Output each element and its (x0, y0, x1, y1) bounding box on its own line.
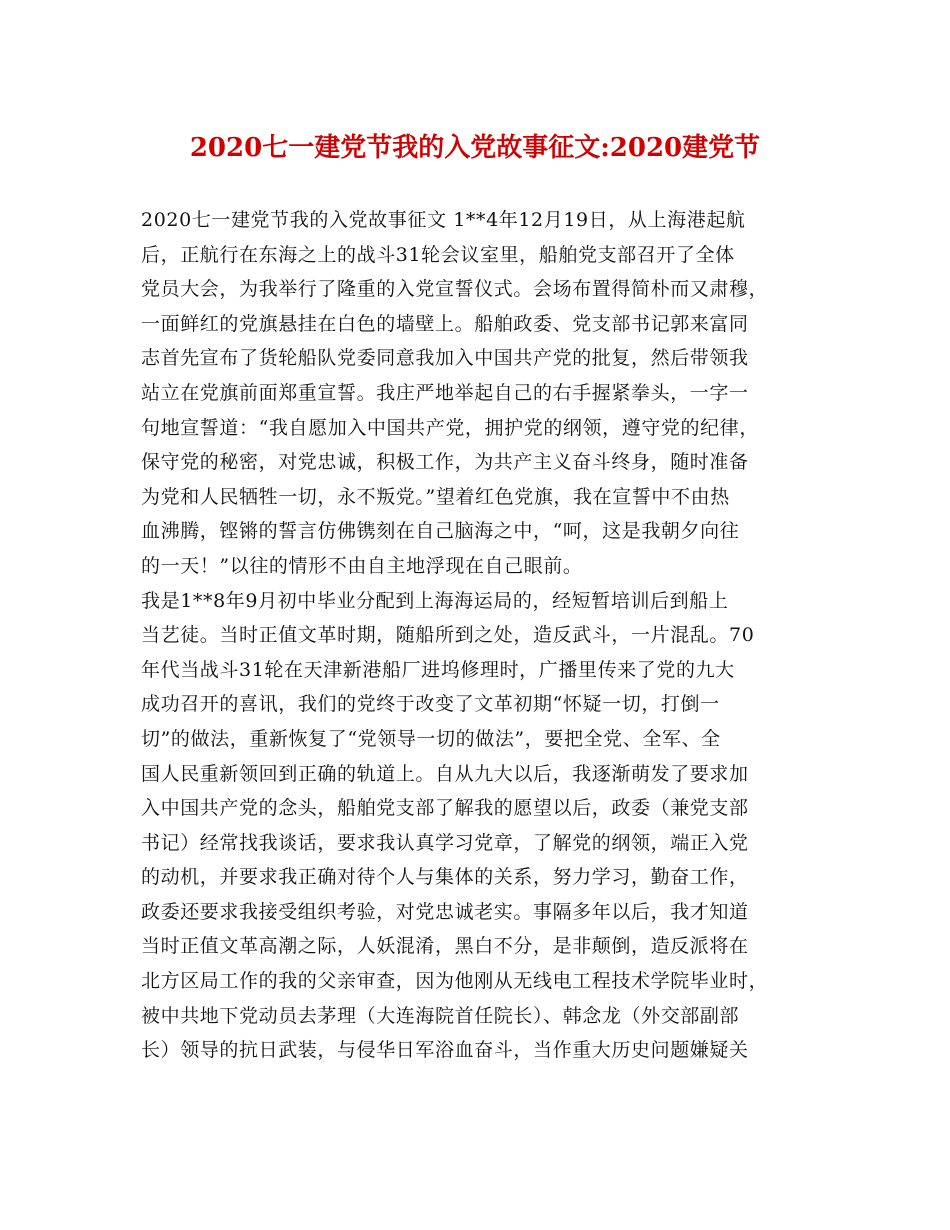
body-line: 成功召开的喜讯，我们的党终于改变了文革初期“怀疑一切，打倒一 (141, 693, 720, 716)
body-line: 为党和人民牺牲一切，永不叛党。”望着红色党旗，我在宣誓中不由热 (141, 485, 730, 508)
body-line: 北方区局工作的我的父亲审查，因为他刚从无线电工程技术学院毕业时， (141, 970, 769, 993)
body-line: 书记）经常找我谈话，要求我认真学习党章，了解党的纲领，端正入党 (141, 831, 749, 854)
body-line: 入中国共产党的念头，船舶党支部了解我的愿望以后，政委（兼党支部 (141, 797, 749, 820)
body-line: 后，正航行在东海之上的战斗31轮会议室里，船舶党支部召开了全体 (141, 243, 735, 266)
body-line: 年代当战斗31轮在天津新港船厂进坞修理时，广播里传来了党的九大 (141, 658, 735, 681)
body-line: 长）领导的抗日武装，与侵华日军浴血奋斗，当作重大历史问题嫌疑关 (141, 1039, 749, 1062)
body-line: 血沸腾，铿锵的誓言仿佛镌刻在自己脑海之中，“呵，这是我朝夕向往 (141, 520, 740, 543)
body-line: 的动机，并要求我正确对待个人与集体的关系，努力学习，勤奋工作， (141, 866, 749, 889)
body-line: 当艺徒。当时正值文革时期，随船所到之处，造反武斗，一片混乱。70 (141, 624, 755, 647)
body-line: 国人民重新领回到正确的轨道上。自从九大以后，我逐渐萌发了要求加 (141, 762, 749, 785)
body-line: 政委还要求我接受组织考验，对党忠诚老实。事隔多年以后，我才知道 (141, 900, 749, 923)
body-line: 志首先宣布了货轮船队党委同意我加入中国共产党的批复，然后带领我 (141, 347, 749, 370)
body-line: 保守党的秘密，对党忠诚，积极工作，为共产主义奋斗终身，随时准备 (141, 451, 749, 474)
body-line: 站立在党旗前面郑重宣誓。我庄严地举起自己的右手握紧拳头，一字一 (141, 381, 749, 404)
body-line: 一面鲜红的党旗悬挂在白色的墙壁上。船舶政委、党支部书记郭来富同 (141, 312, 749, 335)
body-line: 2020七一建党节我的入党故事征文 1**4年12月19日，从上海港起航 (141, 209, 746, 231)
body-line: 被中共地下党动员去茅理（大连海院首任院长）、韩念龙（外交部副部 (141, 1004, 740, 1027)
body-line: 句地宣誓道：“我自愿加入中国共产党，拥护党的纲领，遵守党的纪律， (141, 416, 759, 439)
body-line: 的一天！”以往的情形不由自主地浮现在自己眼前。 (141, 554, 583, 577)
body-line: 我是1**8年9月初中毕业分配到上海海运局的，经短暂培训后到船上 (141, 589, 729, 612)
body-line: 切”的做法，重新恢复了“党领导一切的做法”，要把全党、全军、全 (141, 727, 721, 750)
body-line: 党员大会，为我举行了隆重的入党宣誓仪式。会场布置得简朴而又肃穆， (141, 278, 769, 301)
document-body (141, 203, 831, 1068)
body-line: 当时正值文革高潮之际，人妖混淆，黑白不分，是非颠倒，造反派将在 (141, 935, 749, 958)
document-title: 2020七一建党节我的入党故事征文:2020建党节 (189, 133, 761, 163)
